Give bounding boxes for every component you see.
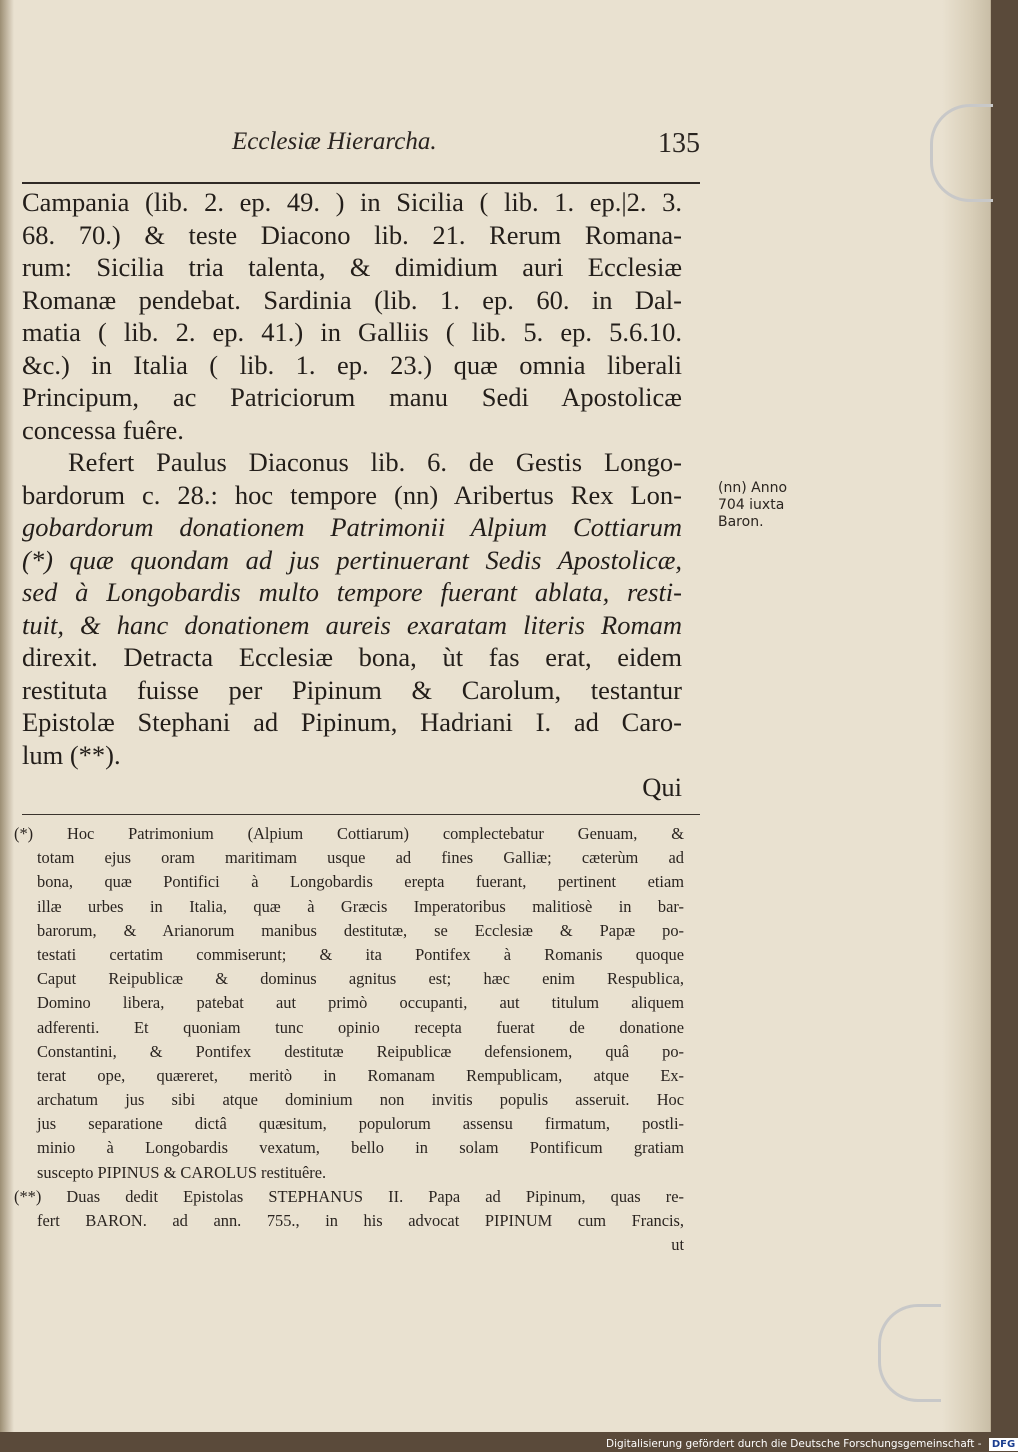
body-line: 68. 70.) & teste Diacono lib. 21. Rerum Romana- [22, 219, 682, 250]
body-line: &c.) in Italia ( lib. 1. ep. 23.) quæ omnia liberali [22, 349, 682, 380]
body-line: direxit. Detracta Ecclesiæ bona, ùt fas erat, eidem [22, 642, 682, 672]
dfg-logo: DFG [989, 1438, 1018, 1451]
spine-shadow [0, 0, 14, 1432]
page-edge [942, 0, 990, 1432]
footnote-line: barorum, & Arianorum manibus destitutæ, se Ecclesiæ & Papæ po- [37, 920, 684, 940]
page-clip-top [930, 104, 993, 202]
body-line: sed à Longobardis multo tempore fuerant ablata, resti- [22, 577, 682, 607]
footnote-line: Domino libera, patebat aut primò occupanti, aut titulum aliquem [37, 993, 684, 1013]
header-rule [22, 182, 700, 184]
margin-note-line: 704 iuxta [718, 497, 785, 513]
footnote-line: Caput Reipublicæ & dominus agnitus est; hæc enim Respublica, [37, 969, 684, 989]
page-header [22, 128, 700, 172]
body-line: (*) quæ quondam ad jus pertinuerant Sedis Apostolicæ, [22, 544, 682, 575]
digitization-credit [606, 1436, 1016, 1452]
margin-note-line: Baron. [718, 514, 764, 530]
body-line: matia ( lib. 2. ep. 41.) in Galliis ( lib. 5. ep. 5.6.10. [22, 317, 682, 347]
footnote-line: testati certatim commiserunt; & ita Pontifex à Romanis quoque [37, 944, 684, 964]
body-line: Epistolæ Stephani ad Pipinum, Hadriani I. ad Caro- [22, 707, 682, 737]
catchword: Qui [642, 772, 682, 802]
footnote-line: Constantini, & Pontifex destitutæ Reipublicæ defensionem, quâ po- [37, 1041, 684, 1061]
footnote-line: jus separatione dictâ quæsitum, populorum assensu firmatum, postli- [37, 1114, 684, 1134]
body-line: tuit, & hanc donationem aureis exaratam literis Romam [22, 609, 682, 640]
running-title: Ecclesiæ Hierarcha. [232, 128, 437, 155]
footnote-rule [22, 814, 700, 815]
footnotes [14, 822, 684, 1257]
body-line: Romanæ pendebat. Sardinia (lib. 1. ep. 60. in Dal- [22, 284, 682, 315]
credit-text: Digitalisierung gefördert durch die Deutsche Forschungsgemeinschaft - [606, 1438, 982, 1450]
footnote-line: totam ejus oram maritimam usque ad fines Galliæ; cæterùm ad [37, 848, 684, 868]
body-line: Refert Paulus Diaconus lib. 6. de Gestis Longo- [68, 447, 682, 477]
main-text [22, 186, 682, 804]
footnote-line: bona, quæ Pontifici à Longobardis erepta fuerant, pertinent etiam [37, 872, 684, 892]
page-number: 135 [658, 128, 700, 159]
body-line: concessa fuêre. [22, 414, 184, 445]
body-line: Campania (lib. 2. ep. 49. ) in Sicilia ( lib. 1. ep.|2. 3. [22, 187, 682, 217]
page-clip-bottom [878, 1304, 941, 1402]
footnote-line: illæ urbes in Italia, quæ à Græcis Imperatoribus malitiosè in bar- [37, 896, 684, 916]
margin-note [718, 480, 828, 531]
footnote-line: minio à Longobardis vexatum, bello in solam Pontificum gratiam [37, 1138, 684, 1158]
margin-note-line: (nn) Anno [718, 480, 788, 496]
body-line: gobardorum donationem Patrimonii Alpium Cottiarum [22, 512, 682, 542]
body-line: restituta fuisse per Pipinum & Carolum, testantur [22, 674, 682, 705]
body-line: bardorum c. 28.: hoc tempore (nn) Aribertus Rex Lon- [22, 479, 682, 510]
footnote-line: terat ope, quæreret, meritò in Romanam Rempublicam, atque Ex- [37, 1065, 684, 1085]
footnote-line: adferenti. Et quoniam tunc opinio recepta fuerat de donatione [37, 1017, 684, 1037]
footnote-line: suscepto PIPINUS & CAROLUS restituêre. [37, 1162, 327, 1182]
body-line: Principum, ac Patriciorum manu Sedi Apostolicæ [22, 382, 682, 412]
footnote-line: fert BARON. ad ann. 755., in his advocat PIPINUM cum Francis, [37, 1211, 684, 1230]
body-line: lum (**). [22, 739, 121, 770]
footnote-line: (**) Duas dedit Epistolas STEPHANUS II. Papa ad Pipinum, quas re- [14, 1186, 684, 1206]
body-line: rum: Sicilia tria talenta, & dimidium auri Ecclesiæ [22, 252, 682, 282]
footnote-line: archatum jus sibi atque dominium non invitis populis asseruit. Hoc [37, 1090, 684, 1110]
catchword: ut [671, 1235, 684, 1255]
footnote-line: (*) Hoc Patrimonium (Alpium Cottiarum) complectebatur Genuam, & [14, 824, 684, 843]
